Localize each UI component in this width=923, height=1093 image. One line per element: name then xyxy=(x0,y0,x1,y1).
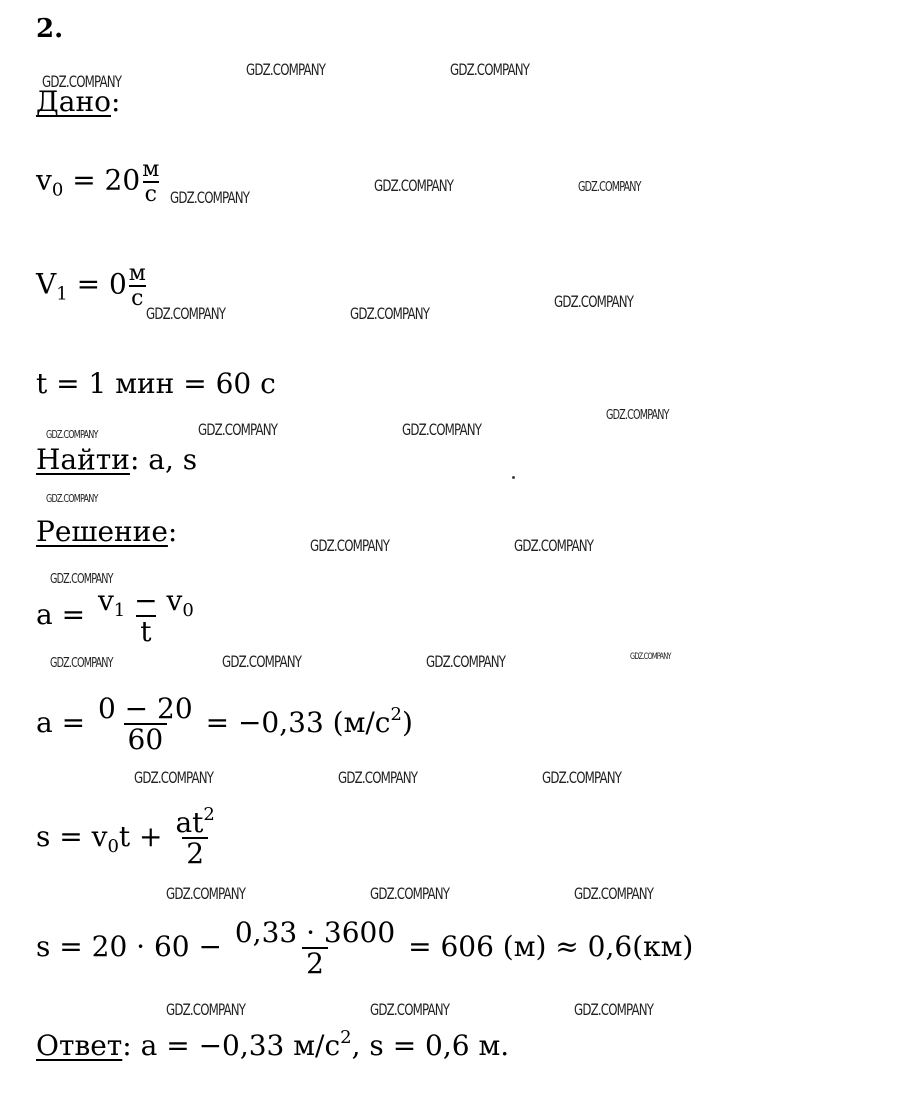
answer-heading: Ответ xyxy=(36,1029,123,1062)
equation-distance-value: s = 20 · 60 − $\frac{0,33 \cdot 3600}{2}$ = 606 (м) ≈ 0,6(км) xyxy=(36,916,694,981)
watermark: GDZ.COMPANY xyxy=(630,652,671,662)
watermark: GDZ.COMPANY xyxy=(166,1000,246,1019)
v1-value: = 0 xyxy=(76,267,127,301)
watermark: GDZ.COMPANY xyxy=(146,304,226,323)
equation-acceleration-value: a = $\frac{0 - 20}{60}$ = −0,33 $(м/с^2)$ xyxy=(36,692,413,757)
watermark: GDZ.COMPANY xyxy=(42,72,122,91)
watermark: GDZ.COMPANY xyxy=(350,304,430,323)
watermark: GDZ.COMPANY xyxy=(574,1000,654,1019)
watermark: GDZ.COMPANY xyxy=(374,176,454,195)
fraction: $\frac{0 - 20}{60}$ xyxy=(97,692,193,757)
watermark: GDZ.COMPANY xyxy=(606,408,669,423)
fraction: $\frac{0,33 \cdot 3600}{2}$ xyxy=(234,916,396,981)
given-heading: Дано xyxy=(36,85,111,118)
watermark: GDZ.COMPANY xyxy=(402,420,482,439)
stray-dot xyxy=(512,476,515,479)
v0-symbol: v xyxy=(36,163,52,197)
v0-value: = 20 xyxy=(72,163,141,197)
given-v0 xyxy=(36,158,161,206)
watermark: GDZ.COMPANY xyxy=(542,768,622,787)
fraction: $\frac{at^2}{2}$ xyxy=(175,804,215,871)
watermark: GDZ.COMPANY xyxy=(46,428,98,441)
watermark: GDZ.COMPANY xyxy=(450,60,530,79)
equation-distance-formula: $s = v_0t$ + $\frac{at^2}{2}$ xyxy=(36,808,219,869)
v1-unit: $\frac{м}{с}$ xyxy=(128,261,146,312)
given-v1 xyxy=(36,262,148,310)
watermark: GDZ.COMPANY xyxy=(246,60,326,79)
problem-number: 2. xyxy=(36,14,64,44)
find-heading: Найти xyxy=(36,443,130,476)
fraction: $\frac{v_1 - v_0}{t}$ xyxy=(97,584,194,649)
watermark: GDZ.COMPANY xyxy=(198,420,278,439)
watermark: GDZ.COMPANY xyxy=(426,652,506,671)
watermark: GDZ.COMPANY xyxy=(170,188,250,207)
v1-symbol: V xyxy=(36,267,57,301)
watermark: GDZ.COMPANY xyxy=(166,884,246,903)
watermark: GDZ.COMPANY xyxy=(370,884,450,903)
watermark: GDZ.COMPANY xyxy=(514,536,594,555)
v1-subscript: 1 xyxy=(56,283,68,305)
v0-subscript: 0 xyxy=(51,179,64,201)
watermark: GDZ.COMPANY xyxy=(370,1000,450,1019)
watermark: GDZ.COMPANY xyxy=(338,768,418,787)
solution-heading-line: Решение: xyxy=(36,515,178,548)
answer-line: Ответ: a = −0,33 $м/с^2$, s = 0,6 м. xyxy=(36,1027,510,1062)
solution-heading: Решение xyxy=(36,515,168,548)
find-text: : a, s xyxy=(129,443,198,476)
given-time: t = 1 мин = 60 с xyxy=(36,367,276,400)
watermark: GDZ.COMPANY xyxy=(46,492,98,505)
watermark: GDZ.COMPANY xyxy=(578,180,641,195)
watermark: GDZ.COMPANY xyxy=(50,656,113,671)
watermark: GDZ.COMPANY xyxy=(134,768,214,787)
given-heading-line: Дано: xyxy=(36,85,121,118)
watermark: GDZ.COMPANY xyxy=(50,572,113,587)
equation-acceleration-formula: a = $\frac{v_1 - v_0}{t}$ xyxy=(36,586,198,647)
v0-unit: $\frac{м}{с}$ xyxy=(142,157,160,208)
watermark: GDZ.COMPANY xyxy=(554,292,634,311)
watermark: GDZ.COMPANY xyxy=(574,884,654,903)
watermark: GDZ.COMPANY xyxy=(222,652,302,671)
watermark: GDZ.COMPANY xyxy=(310,536,390,555)
find-line xyxy=(36,443,198,476)
